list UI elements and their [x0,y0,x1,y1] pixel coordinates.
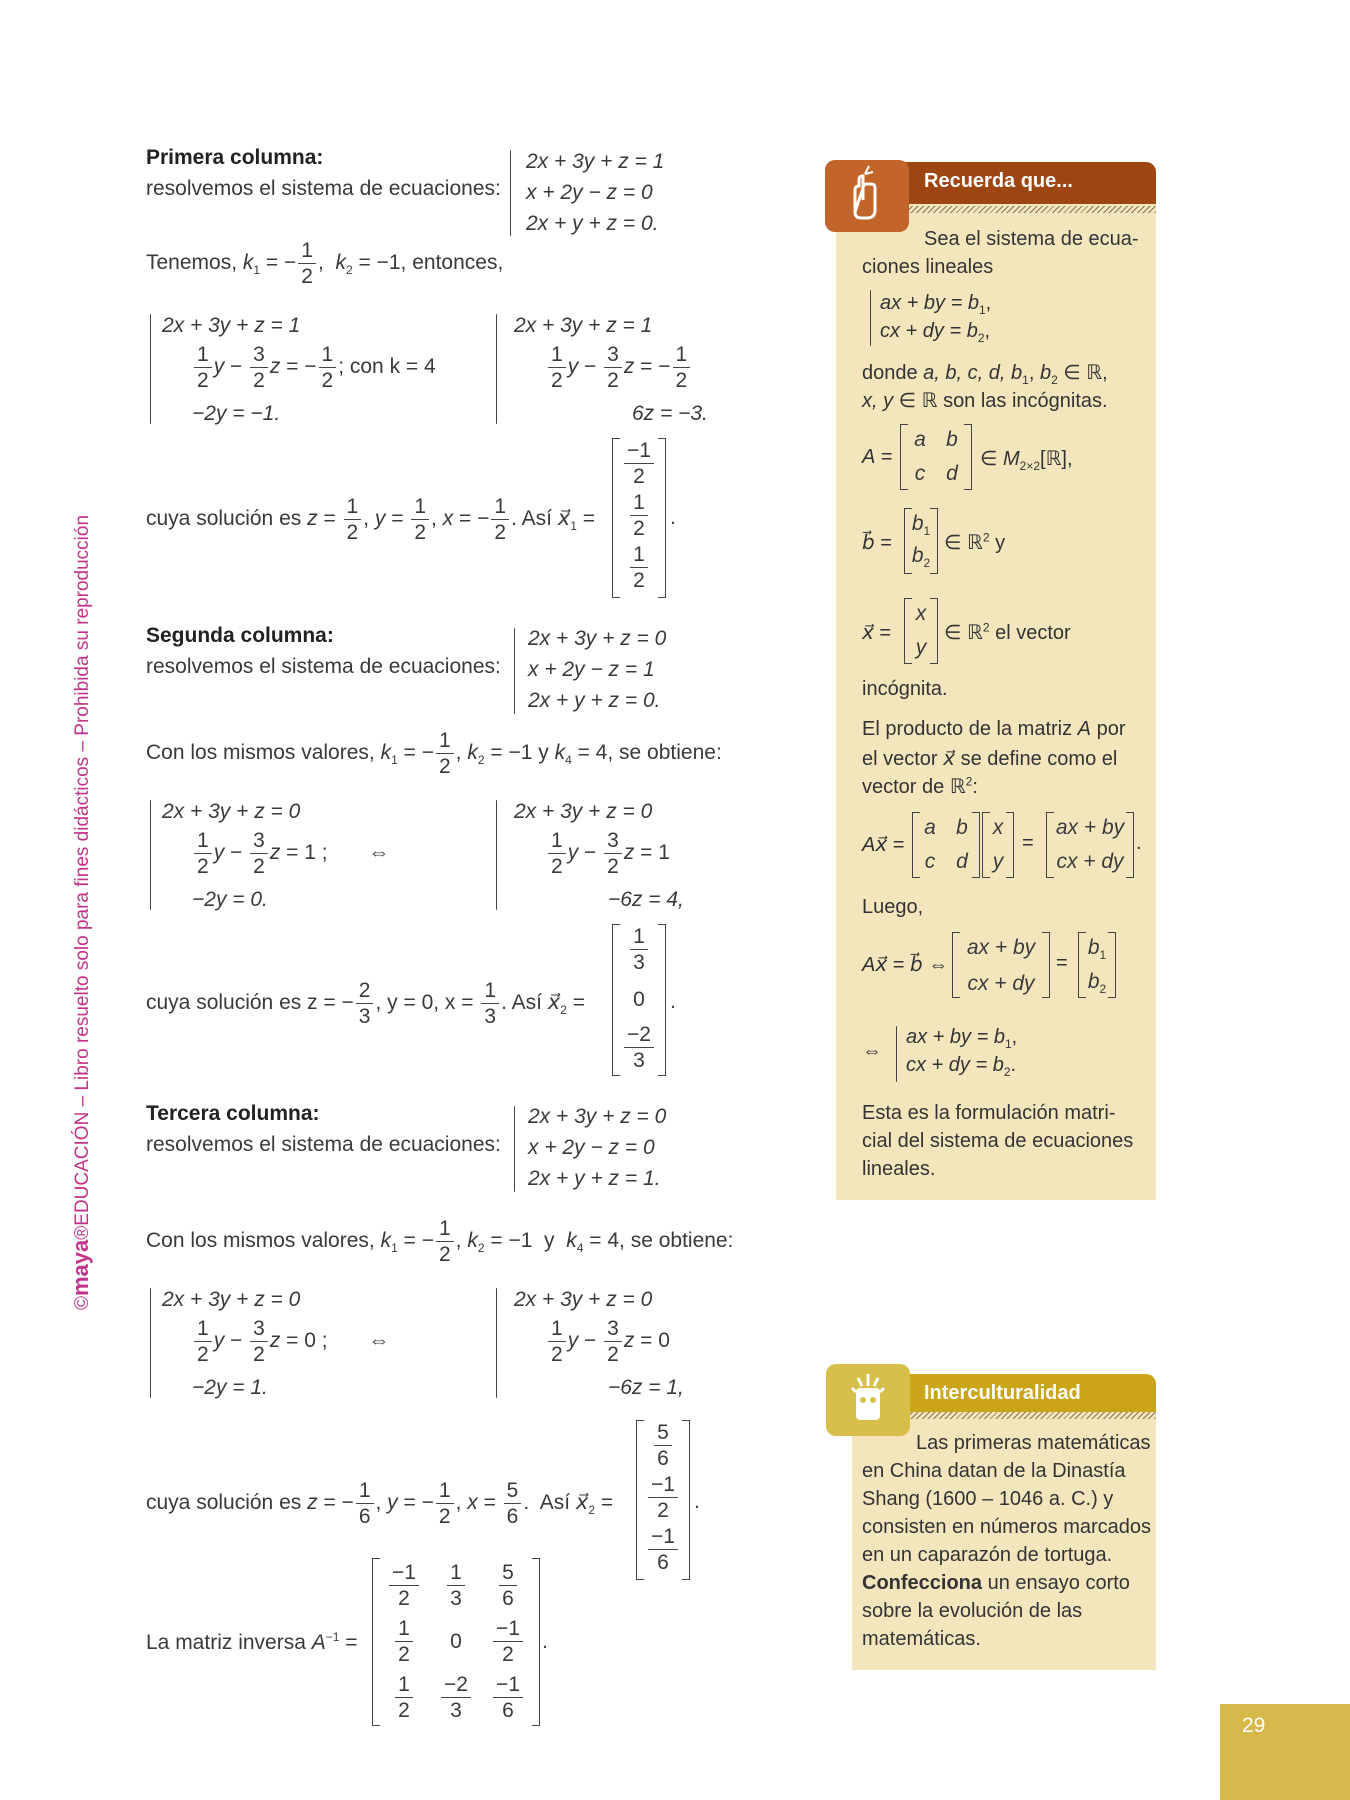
equation: 2x + 3y + z = 1 [514,314,653,337]
recuerda-text: el vector x⃗ se define como el [862,748,1118,770]
solution-line: cuya solución es z = $\frac{1}{2}$ , y = $\frac{1}{2}$ , x = − $\frac{1}{2}$ . Así $x⃗_1$ = [146,495,596,544]
recuerda-text: Sea el sistema de ecua- [924,228,1139,250]
brace [514,1106,515,1192]
equation: −6z = 4, [608,888,684,911]
equation: 2x + 3y + z = 0 [514,1288,653,1311]
section1-intro: resolvemos el sistema de ecuaciones: [146,177,501,200]
equation: x⃗ = [862,622,892,644]
equation: cx + dy = $b_2$. [906,1054,1017,1079]
equation: ⇔ [862,1040,882,1062]
equation: 2x + y + z = 1. [528,1167,661,1190]
equation: ∈ $M_{2\times 2}[ℝ]$, [980,448,1073,473]
inter-text: Confecciona un ensayo corto [862,1572,1130,1594]
equation: Ax⃗ = b⃗ ⇔ [862,954,949,976]
solution-vector: $\frac{-1}{2}$ $\frac{1}{2}$ $\frac{1}{2}$ [612,438,666,598]
mask-icon [826,1364,910,1436]
hatch-divider [906,1412,1156,1419]
result-vector: ax + by cx + dy [1046,812,1134,878]
equation: 6z = −3. [632,402,708,425]
interculturalidad-title: Interculturalidad [924,1382,1081,1404]
vector-x: x y [904,598,938,664]
equation: ∈ ℝ$^2$ y [944,530,1006,554]
equation: $\frac{1}{2}$ y − $\frac{3}{2}$ z = 0 [546,1318,670,1365]
matrix-A: a b c d [900,424,972,490]
vector-b: $b_1$ $b_2$ [904,508,938,574]
result-vector: ax + by cx + dy [952,932,1050,998]
vector-x: x y [982,812,1014,878]
recuerda-text: incógnita. [862,678,948,700]
equation: $\frac{1}{2}$ y − $\frac{3}{2}$ z = − $\frac{1}{2}$ [546,344,692,391]
copyright-sidebar-text: ©maya®EDUCACIÓN – Libro resuelto solo para fines didácticos – Prohibida su reproducción [68,514,93,1310]
inter-text: en China datan de la Dinastía [862,1460,1126,1482]
equation: Ax⃗ = [862,834,905,856]
brace [514,628,515,714]
recuerda-text: ∈ ℝ$^2$ el vector [944,620,1071,644]
equation: ax + by = $b_1$, [880,292,992,317]
equation: 2x + 3y + z = 0 [162,1288,301,1311]
inverse-matrix: $\frac{-1}{2}$ $\frac{1}{3}$ $\frac{5}{6}$ $\frac{1}{2}$ 0 $\frac{-1}{2}$ $\frac{1}{2}$ $\frac{-2}{3}$ $\frac{-1}{6}$ [372,1558,540,1726]
brace [870,290,871,346]
period: . [694,1490,700,1513]
recuerda-text: ciones lineales [862,256,994,278]
hatch-divider [906,206,1156,213]
equation: $\frac{1}{2}$ y − $\frac{3}{2}$ z = 1 [546,830,670,877]
equation: $\frac{1}{2}$ y − $\frac{3}{2}$ z = 0 ; ⇔ [192,1318,389,1365]
inter-text: Las primeras matemáticas [916,1432,1151,1454]
brace [896,1026,897,1082]
equation: −2y = 1. [192,1376,268,1399]
equation: 2x + 3y + z = 0 [162,800,301,823]
recuerda-text: lineales. [862,1158,936,1180]
solution-line: cuya solución es z = − $\frac{1}{6}$ , y = − $\frac{1}{2}$ , x = $\frac{5}{6}$ . Así $x⃗_2$ = [146,1479,614,1528]
equation: 2x + 3y + z = 1 [162,314,301,337]
inter-text: sobre la evolución de las [862,1600,1083,1622]
brace [150,314,151,424]
period: . [542,1630,548,1653]
recuerda-title: Recuerda que... [924,170,1073,192]
brace [150,800,151,910]
recuerda-text: Esta es la formulación matri- [862,1102,1116,1124]
mismos-line: Con los mismos valores, $k_1$ = − $\frac{1}{2}$ , $k_2 = -1$ y $k_4 = 4$, se obtiene: [146,729,722,778]
inter-text: en un caparazón de tortuga. [862,1544,1113,1566]
recuerda-text: vector de ℝ$^2$: [862,774,978,798]
equation: 2x + y + z = 0. [526,212,659,235]
inter-text: Shang (1600 – 1046 a. C.) y [862,1488,1114,1510]
recuerda-text: x, y ∈ ℝ son las incógnitas. [862,390,1108,412]
finger-ribbon-icon [825,160,909,232]
solution-vector: $\frac{5}{6}$ $\frac{-1}{2}$ $\frac{-1}{6}$ [636,1420,690,1580]
page-number: 29 [1242,1714,1266,1737]
period: . [670,990,676,1013]
inverse-label: La matriz inversa $A^{-1}$ = [146,1630,358,1654]
equation: x + 2y − z = 1 [528,658,655,681]
mismos-line: Con los mismos valores, $k_1$ = − $\frac{1}{2}$ , $k_2 = -1$ y $k_4 = 4$, se obtiene: [146,1217,734,1266]
equation: ax + by = $b_1$, [906,1026,1018,1051]
recuerda-text: Luego, [862,896,924,918]
period: . [1136,832,1142,854]
equation: A = [862,446,893,468]
equation: $\frac{1}{2}$ y − $\frac{3}{2}$ z = − $\frac{1}{2}$ ; con k = 4 [192,344,436,391]
equation: 2x + y + z = 0. [528,689,661,712]
equation: −6z = 1, [608,1376,684,1399]
section2-title: Segunda columna: [146,624,334,647]
equation: 2x + 3y + z = 0 [514,800,653,823]
solution-vector: $\frac{1}{3}$ 0 $\frac{-2}{3}$ [612,924,666,1076]
inter-text: consisten en números marcados [862,1516,1152,1538]
period: . [670,506,676,529]
brace [510,150,511,236]
page-number-box [1220,1704,1350,1800]
equation: $\frac{1}{2}$ y − $\frac{3}{2}$ z = 1 ; ⇔ [192,830,389,877]
recuerda-text: donde a, b, c, d, $b_1$, $b_2$ ∈ ℝ, [862,362,1108,387]
matrix-A: a b c d [912,812,980,878]
brace [496,800,497,910]
equation: = [1022,832,1034,854]
section1-title: Primera columna: [146,146,324,169]
equation: −2y = 0. [192,888,268,911]
tenemos-line: Tenemos, $k_1$ = − $\frac{1}{2}$ , $k_2 = -1$, entonces, [146,239,504,288]
brace [496,1288,497,1398]
equation: cx + dy = $b_2$, [880,320,991,345]
equation: b⃗ = [862,532,892,554]
solution-line: cuya solución es z = − $\frac{2}{3}$ , y = 0, x = $\frac{1}{3}$ . Así $x⃗_2$ = [146,979,585,1028]
vector-b: $b_1$ $b_2$ [1078,932,1116,998]
equation: 2x + 3y + z = 1 [526,150,665,173]
equation: x + 2y − z = 0 [528,1136,655,1159]
recuerda-text: El producto de la matriz A por [862,718,1126,740]
equation: 2x + 3y + z = 0 [528,1105,667,1128]
equation: 2x + 3y + z = 0 [528,627,667,650]
equation: x + 2y − z = 0 [526,181,653,204]
equation: −2y = −1. [192,402,281,425]
brace [150,1288,151,1398]
inter-text: matemáticas. [862,1628,981,1650]
section2-intro: resolvemos el sistema de ecuaciones: [146,655,501,678]
recuerda-text: cial del sistema de ecuaciones [862,1130,1134,1152]
equation: = [1056,952,1068,974]
section3-title: Tercera columna: [146,1102,320,1125]
brace [496,314,497,424]
section3-intro: resolvemos el sistema de ecuaciones: [146,1133,501,1156]
